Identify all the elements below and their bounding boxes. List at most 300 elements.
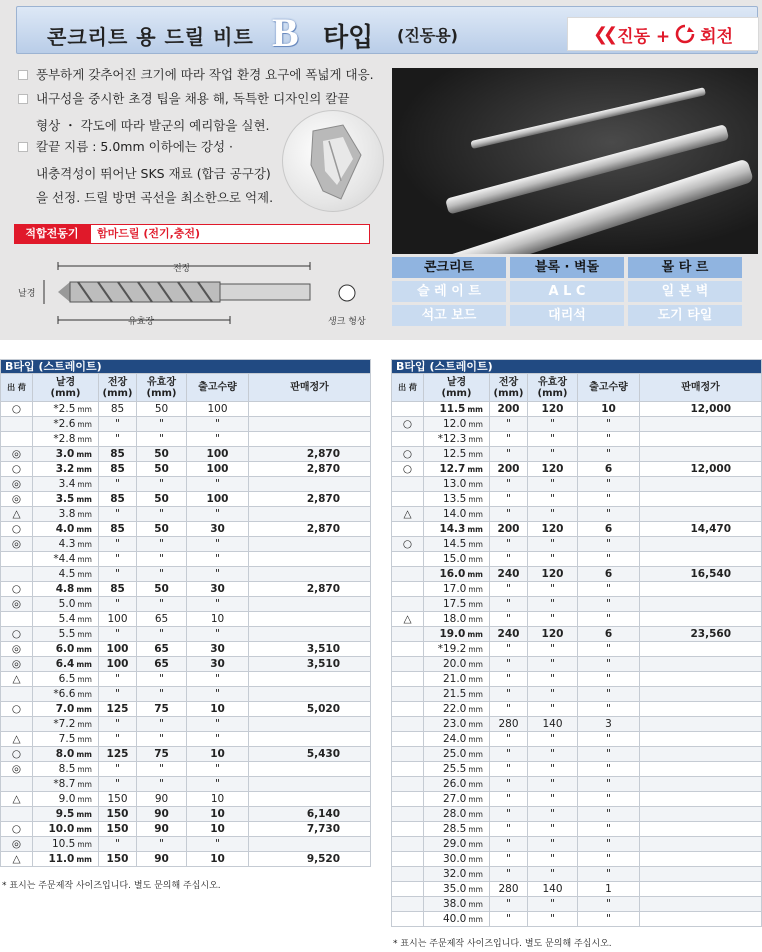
- table-row: [392, 717, 762, 732]
- total-length-cell: 280: [490, 882, 528, 897]
- price-cell: 2,870: [249, 582, 371, 597]
- price-cell: 2,870: [249, 447, 371, 462]
- total-length-cell: 240: [490, 567, 528, 582]
- double-chevron-icon: ❮❮: [592, 23, 614, 45]
- total-length-cell: ": [490, 507, 528, 522]
- quantity-cell: 100: [187, 492, 249, 507]
- availability-cell: [392, 402, 424, 417]
- diameter-cell: 7.5 mm: [33, 732, 99, 747]
- diameter-cell: 3.8 mm: [33, 507, 99, 522]
- table-row: [392, 552, 762, 567]
- material-cell: 몰 타 르: [628, 257, 742, 278]
- effective-length-cell: ": [137, 597, 187, 612]
- total-length-cell: ": [99, 597, 137, 612]
- total-length-cell: ": [490, 492, 528, 507]
- total-length-cell: 150: [99, 822, 137, 837]
- quantity-cell: 6: [578, 627, 640, 642]
- table-row: [1, 732, 371, 747]
- quantity-cell: ": [187, 717, 249, 732]
- table-row: [392, 882, 762, 897]
- table-row: [1, 447, 371, 462]
- diameter-cell: 10.5 mm: [33, 837, 99, 852]
- total-length-cell: ": [99, 627, 137, 642]
- total-length-cell: 150: [99, 852, 137, 867]
- price-cell: [640, 432, 762, 447]
- quantity-cell: 10: [187, 612, 249, 627]
- diameter-cell: 19.0 mm: [424, 627, 490, 642]
- total-length-cell: 200: [490, 522, 528, 537]
- total-length-cell: ": [490, 447, 528, 462]
- price-cell: [640, 657, 762, 672]
- effective-length-cell: 65: [137, 612, 187, 627]
- price-cell: [640, 507, 762, 522]
- quantity-cell: ": [578, 777, 640, 792]
- quantity-cell: 10: [187, 852, 249, 867]
- diameter-cell: 11.0 mm: [33, 852, 99, 867]
- price-cell: 6,140: [249, 807, 371, 822]
- effective-length-cell: ": [528, 642, 578, 657]
- diameter-cell: 5.4 mm: [33, 612, 99, 627]
- availability-cell: ○: [1, 627, 33, 642]
- table-row: [1, 642, 371, 657]
- price-cell: [640, 762, 762, 777]
- price-cell: 23,560: [640, 627, 762, 642]
- availability-cell: [392, 492, 424, 507]
- total-length-cell: ": [99, 777, 137, 792]
- total-length-cell: ": [490, 777, 528, 792]
- price-cell: 12,000: [640, 402, 762, 417]
- diameter-cell: 9.5 mm: [33, 807, 99, 822]
- price-cell: [640, 537, 762, 552]
- material-grid: [392, 257, 746, 327]
- price-cell: 12,000: [640, 462, 762, 477]
- quantity-cell: ": [578, 552, 640, 567]
- effective-length-cell: ": [528, 702, 578, 717]
- price-cell: [640, 807, 762, 822]
- effective-length-cell: 120: [528, 567, 578, 582]
- price-cell: [249, 687, 371, 702]
- quantity-cell: ": [578, 702, 640, 717]
- diameter-cell: 8.0 mm: [33, 747, 99, 762]
- drill-bits-photo: [392, 68, 758, 254]
- availability-cell: [392, 897, 424, 912]
- table-row: [1, 552, 371, 567]
- price-cell: [640, 417, 762, 432]
- column-header: 전장 (mm): [490, 374, 528, 402]
- total-length-cell: ": [490, 612, 528, 627]
- diameter-cell: 4.3 mm: [33, 537, 99, 552]
- column-header: 판매정가: [249, 374, 371, 402]
- availability-cell: [1, 807, 33, 822]
- column-header: 판매정가: [640, 374, 762, 402]
- spec-table-left: [0, 359, 371, 867]
- table-row: [392, 822, 762, 837]
- column-header: 날경 (mm): [33, 374, 99, 402]
- table-row: [1, 702, 371, 717]
- column-header: 出 荷: [392, 374, 424, 402]
- quantity-cell: ": [187, 567, 249, 582]
- column-header: 출고수량: [578, 374, 640, 402]
- header-bar: [16, 6, 758, 54]
- effective-length-cell: ": [528, 612, 578, 627]
- diameter-cell: 14.3 mm: [424, 522, 490, 537]
- table-title: B타입 (스트레이트): [392, 360, 762, 374]
- feature-3-cont: 내충격성이 뛰어난 SKS 재료 (합금 공구강): [36, 166, 271, 181]
- total-length-cell: 240: [490, 627, 528, 642]
- price-cell: [249, 537, 371, 552]
- header-title: 콘크리트 용 드릴 비트: [47, 25, 254, 49]
- effective-length-cell: ": [528, 747, 578, 762]
- table-row: [392, 777, 762, 792]
- total-length-cell: ": [490, 417, 528, 432]
- price-cell: [249, 627, 371, 642]
- quantity-cell: 10: [187, 702, 249, 717]
- total-length-cell: ": [490, 672, 528, 687]
- effective-length-cell: 120: [528, 402, 578, 417]
- material-cell: A L C: [510, 281, 624, 302]
- table-row: [392, 597, 762, 612]
- total-length-cell: 100: [99, 642, 137, 657]
- quantity-cell: 10: [187, 792, 249, 807]
- price-cell: [640, 492, 762, 507]
- application-label: 적합전동기: [14, 224, 90, 244]
- table-row: [1, 507, 371, 522]
- price-cell: 5,020: [249, 702, 371, 717]
- total-length-cell: ": [490, 792, 528, 807]
- effective-length-cell: ": [137, 672, 187, 687]
- total-length-cell: 125: [99, 702, 137, 717]
- product-banner: [0, 0, 762, 340]
- table-row: [1, 402, 371, 417]
- table-row: [1, 687, 371, 702]
- effective-length-cell: 50: [137, 462, 187, 477]
- table-row: [392, 657, 762, 672]
- material-cell: 일 본 벽: [628, 281, 742, 302]
- quantity-cell: ": [578, 477, 640, 492]
- diameter-cell: 5.0 mm: [33, 597, 99, 612]
- quantity-cell: ": [187, 537, 249, 552]
- price-cell: 2,870: [249, 462, 371, 477]
- total-length-cell: ": [490, 657, 528, 672]
- quantity-cell: ": [578, 837, 640, 852]
- availability-cell: △: [392, 507, 424, 522]
- availability-cell: [392, 567, 424, 582]
- quantity-cell: 30: [187, 522, 249, 537]
- effective-length-cell: 90: [137, 792, 187, 807]
- diameter-cell: 17.5 mm: [424, 597, 490, 612]
- diameter-cell: 7.0 mm: [33, 702, 99, 717]
- quantity-cell: ": [578, 612, 640, 627]
- availability-cell: [1, 687, 33, 702]
- price-cell: [640, 852, 762, 867]
- quantity-cell: ": [578, 417, 640, 432]
- total-length-cell: ": [490, 747, 528, 762]
- total-length-cell: ": [99, 552, 137, 567]
- price-cell: [640, 882, 762, 897]
- material-cell: 석고 보드: [392, 305, 506, 326]
- total-length-cell: 85: [99, 582, 137, 597]
- effective-length-cell: ": [528, 807, 578, 822]
- effective-length-cell: 65: [137, 657, 187, 672]
- price-cell: [640, 867, 762, 882]
- quantity-cell: ": [578, 657, 640, 672]
- effective-length-cell: ": [137, 477, 187, 492]
- diameter-cell: 20.0 mm: [424, 657, 490, 672]
- diameter-cell: 17.0 mm: [424, 582, 490, 597]
- table-row: [392, 477, 762, 492]
- table-row: [392, 897, 762, 912]
- effective-length-cell: 75: [137, 747, 187, 762]
- total-length-cell: ": [490, 552, 528, 567]
- effective-length-cell: ": [137, 537, 187, 552]
- total-length-cell: ": [99, 432, 137, 447]
- table-row: [1, 777, 371, 792]
- quantity-cell: 30: [187, 642, 249, 657]
- effective-length-cell: 50: [137, 402, 187, 417]
- price-cell: 2,870: [249, 522, 371, 537]
- total-length-cell: ": [99, 672, 137, 687]
- diameter-cell: *19.2 mm: [424, 642, 490, 657]
- effective-length-cell: 50: [137, 522, 187, 537]
- price-cell: [249, 762, 371, 777]
- quantity-cell: ": [187, 417, 249, 432]
- availability-cell: [1, 612, 33, 627]
- effective-length-cell: ": [528, 477, 578, 492]
- table-row: [1, 717, 371, 732]
- effective-length-cell: 65: [137, 642, 187, 657]
- price-cell: [249, 477, 371, 492]
- table-row: [392, 912, 762, 927]
- effective-length-cell: ": [137, 417, 187, 432]
- quantity-cell: ": [187, 432, 249, 447]
- quantity-cell: 6: [578, 462, 640, 477]
- availability-cell: [392, 912, 424, 927]
- quantity-cell: ": [578, 807, 640, 822]
- effective-length-cell: ": [528, 492, 578, 507]
- diameter-cell: 11.5 mm: [424, 402, 490, 417]
- table-row: [392, 492, 762, 507]
- effective-length-cell: ": [528, 687, 578, 702]
- table-row: [1, 837, 371, 852]
- effective-length-cell: ": [528, 432, 578, 447]
- quantity-cell: ": [578, 447, 640, 462]
- effective-length-cell: 140: [528, 882, 578, 897]
- price-cell: 7,730: [249, 822, 371, 837]
- diameter-cell: 15.0 mm: [424, 552, 490, 567]
- table-row: [392, 567, 762, 582]
- availability-cell: ○: [1, 522, 33, 537]
- quantity-cell: ": [578, 747, 640, 762]
- quantity-cell: ": [578, 672, 640, 687]
- price-cell: [249, 672, 371, 687]
- total-length-cell: ": [490, 477, 528, 492]
- total-length-cell: ": [490, 732, 528, 747]
- effective-length-cell: 90: [137, 807, 187, 822]
- diameter-cell: 9.0 mm: [33, 792, 99, 807]
- availability-cell: [392, 822, 424, 837]
- diameter-cell: 12.7 mm: [424, 462, 490, 477]
- effective-length-cell: ": [137, 717, 187, 732]
- quantity-cell: ": [187, 762, 249, 777]
- total-length-cell: ": [99, 537, 137, 552]
- availability-cell: [1, 552, 33, 567]
- availability-cell: [1, 567, 33, 582]
- table-row: [392, 807, 762, 822]
- diameter-cell: 6.0 mm: [33, 642, 99, 657]
- feature-3-cont2: 을 선정. 드릴 방면 곡선을 최소한으로 억제.: [36, 190, 274, 205]
- total-length-cell: ": [490, 852, 528, 867]
- total-length-cell: 280: [490, 717, 528, 732]
- availability-cell: ◎: [1, 477, 33, 492]
- material-cell: 블록 · 벽돌: [510, 257, 624, 278]
- quantity-cell: 10: [187, 822, 249, 837]
- table-row: [392, 402, 762, 417]
- custom-size-note-right: * 표시는 주문제작 사이즈입니다. 별도 문의해 주십시오.: [393, 939, 612, 949]
- quantity-cell: 30: [187, 582, 249, 597]
- quantity-cell: 10: [187, 747, 249, 762]
- table-row: [392, 537, 762, 552]
- diameter-cell: 12.5 mm: [424, 447, 490, 462]
- diameter-cell: *12.3 mm: [424, 432, 490, 447]
- total-length-cell: 200: [490, 402, 528, 417]
- effective-length-cell: ": [137, 552, 187, 567]
- effective-length-cell: ": [528, 912, 578, 927]
- material-cell: 대리석: [510, 305, 624, 326]
- effective-length-cell: ": [528, 582, 578, 597]
- quantity-cell: ": [578, 912, 640, 927]
- availability-cell: [392, 522, 424, 537]
- availability-cell: ○: [392, 417, 424, 432]
- quantity-cell: 100: [187, 447, 249, 462]
- quantity-cell: 10: [187, 807, 249, 822]
- total-length-cell: ": [99, 732, 137, 747]
- diameter-cell: 29.0 mm: [424, 837, 490, 852]
- table-row: [1, 852, 371, 867]
- badge-rotation-label: 회전: [700, 26, 734, 47]
- material-cell: 슬 레 이 트: [392, 281, 506, 302]
- quantity-cell: ": [578, 642, 640, 657]
- table-row: [392, 702, 762, 717]
- availability-cell: ○: [392, 447, 424, 462]
- feature-2: 내구성을 중시한 초경 팁을 채용 해, 독특한 디자인의 칼끝: [18, 88, 350, 110]
- quantity-cell: ": [578, 537, 640, 552]
- table-row: [392, 522, 762, 537]
- total-length-cell: ": [99, 837, 137, 852]
- column-header: 전장 (mm): [99, 374, 137, 402]
- column-header: 날경 (mm): [424, 374, 490, 402]
- table-row: [1, 537, 371, 552]
- price-cell: 9,520: [249, 852, 371, 867]
- diameter-cell: *2.8 mm: [33, 432, 99, 447]
- quantity-cell: 10: [578, 402, 640, 417]
- price-cell: [249, 612, 371, 627]
- total-length-label: 전장: [173, 264, 191, 274]
- availability-cell: △: [1, 732, 33, 747]
- quantity-cell: ": [187, 507, 249, 522]
- table-row: [1, 627, 371, 642]
- total-length-cell: ": [99, 687, 137, 702]
- price-cell: [640, 687, 762, 702]
- price-cell: [640, 897, 762, 912]
- effective-length-cell: ": [528, 537, 578, 552]
- diameter-cell: 22.0 mm: [424, 702, 490, 717]
- effective-length-cell: ": [137, 432, 187, 447]
- total-length-cell: ": [490, 762, 528, 777]
- total-length-cell: ": [99, 567, 137, 582]
- table-row: [1, 522, 371, 537]
- effective-length-cell: ": [528, 447, 578, 462]
- price-cell: [249, 777, 371, 792]
- availability-cell: [1, 777, 33, 792]
- total-length-cell: 150: [99, 792, 137, 807]
- table-row: [1, 417, 371, 432]
- availability-cell: [1, 432, 33, 447]
- price-cell: 14,470: [640, 522, 762, 537]
- price-cell: [249, 717, 371, 732]
- availability-cell: ◎: [1, 537, 33, 552]
- availability-cell: ○: [1, 747, 33, 762]
- price-cell: 16,540: [640, 567, 762, 582]
- price-cell: [640, 777, 762, 792]
- availability-cell: ◎: [1, 492, 33, 507]
- material-cell: 도기 타일: [628, 305, 742, 326]
- quantity-cell: ": [578, 867, 640, 882]
- table-row: [1, 462, 371, 477]
- table-row: [392, 747, 762, 762]
- availability-cell: [392, 792, 424, 807]
- price-cell: [249, 567, 371, 582]
- effective-length-cell: ": [137, 567, 187, 582]
- price-cell: [640, 612, 762, 627]
- availability-cell: △: [1, 507, 33, 522]
- blade-diameter-label: 날경: [18, 289, 36, 299]
- effective-length-cell: 120: [528, 522, 578, 537]
- effective-length-cell: 75: [137, 702, 187, 717]
- quantity-cell: ": [578, 507, 640, 522]
- availability-cell: △: [1, 672, 33, 687]
- price-cell: [249, 402, 371, 417]
- effective-length-cell: ": [528, 507, 578, 522]
- table-row: [1, 762, 371, 777]
- quantity-cell: ": [578, 852, 640, 867]
- table-row: [1, 657, 371, 672]
- availability-cell: [392, 807, 424, 822]
- quantity-cell: ": [187, 837, 249, 852]
- column-header: 유효장 (mm): [528, 374, 578, 402]
- table-row: [1, 477, 371, 492]
- availability-cell: ○: [1, 462, 33, 477]
- effective-length-cell: ": [137, 687, 187, 702]
- effective-length-label: 유효장: [128, 317, 155, 327]
- effective-length-cell: ": [137, 507, 187, 522]
- diameter-cell: 8.5 mm: [33, 762, 99, 777]
- diameter-cell: 21.5 mm: [424, 687, 490, 702]
- diameter-cell: 14.0 mm: [424, 507, 490, 522]
- quantity-cell: ": [187, 552, 249, 567]
- diameter-cell: 40.0 mm: [424, 912, 490, 927]
- diameter-cell: 30.0 mm: [424, 852, 490, 867]
- table-row: [392, 867, 762, 882]
- quantity-cell: ": [578, 687, 640, 702]
- total-length-cell: 100: [99, 657, 137, 672]
- quantity-cell: 3: [578, 717, 640, 732]
- price-cell: [249, 432, 371, 447]
- quantity-cell: ": [187, 777, 249, 792]
- feature-1: 풍부하게 갖추어진 크기에 따라 작업 환경 요구에 폭넓게 대응.: [18, 64, 374, 86]
- total-length-cell: ": [99, 507, 137, 522]
- shank-shape-label: 생크 형상: [328, 317, 366, 327]
- diameter-cell: 4.5 mm: [33, 567, 99, 582]
